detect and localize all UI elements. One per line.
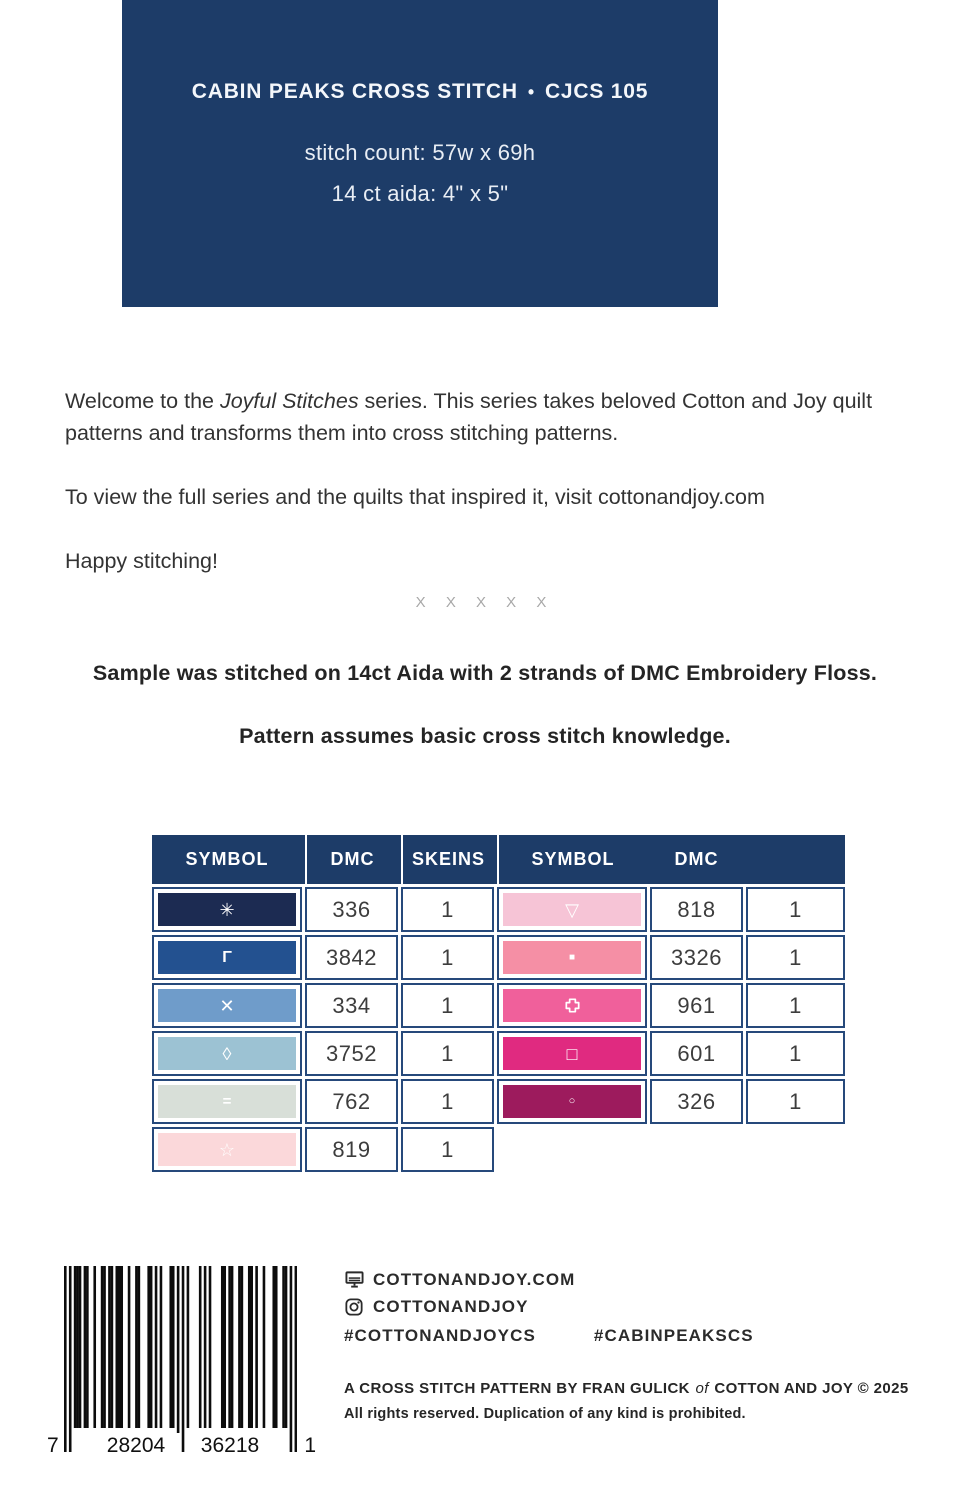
stitch-symbol: ■	[568, 951, 576, 963]
fabric-size: 14 ct aida: 4" x 5"	[331, 181, 509, 206]
floss-table-body	[152, 887, 845, 1172]
color-swatch	[503, 1085, 641, 1118]
stitch-symbol: ◊	[222, 1043, 232, 1064]
symbol-swatch-cell	[152, 1127, 302, 1172]
instagram-line	[344, 1293, 754, 1320]
stitch-symbol: ○	[568, 1095, 576, 1107]
stitch-symbol: ▽	[565, 899, 579, 920]
color-swatch	[158, 1037, 296, 1070]
table-row	[152, 1031, 845, 1076]
stitch-symbol: ✕	[219, 995, 235, 1016]
hashtag-cottonandjoycs: #COTTONANDJOYCS	[344, 1325, 536, 1345]
floss-table	[152, 835, 845, 1175]
credit-post: COTTON AND JOY © 2025	[709, 1380, 909, 1397]
floss-table-header	[152, 835, 845, 884]
rights-line: All rights reserved. Duplication of any kind is prohibited.	[344, 1406, 746, 1422]
table-row	[152, 983, 845, 1028]
credit-of-italic: of	[695, 1380, 709, 1397]
skeins-cell: 1	[746, 1031, 845, 1076]
color-swatch	[158, 1085, 296, 1118]
empty-cell	[650, 1127, 743, 1172]
barcode-digit-group1: 28204	[92, 1433, 180, 1456]
dmc-cell: 818	[650, 887, 743, 932]
dmc-cell: 601	[650, 1031, 743, 1076]
skeins-cell: 1	[746, 935, 845, 980]
intro-paragraph-3: Happy stitching!	[65, 549, 218, 573]
stitch-count: stitch count: 57w x 69h	[304, 140, 536, 165]
pattern-title	[122, 0, 718, 104]
skeins-cell: 1	[401, 983, 494, 1028]
barcode-digit-right: 1	[304, 1434, 316, 1457]
intro-section	[65, 385, 913, 577]
stitch-symbol: =	[222, 1093, 232, 1110]
skeins-cell: 1	[746, 1079, 845, 1124]
table-row	[152, 1079, 845, 1124]
table-row	[152, 1127, 845, 1172]
dmc-cell: 326	[650, 1079, 743, 1124]
color-swatch	[158, 893, 296, 926]
header-symbol-left: SYMBOL	[185, 849, 269, 869]
color-swatch	[158, 941, 296, 974]
table-row	[152, 887, 845, 932]
symbol-swatch-cell	[152, 887, 302, 932]
symbol-swatch-cell	[497, 1079, 647, 1124]
pattern-name: CABIN PEAKS CROSS STITCH	[191, 80, 518, 103]
series-name-italic: Joyful Stitches	[219, 389, 359, 413]
statement-floss: Sample was stitched on 14ct Aida with 2 strands of DMC Embroidery Floss.	[92, 661, 878, 685]
credit-block	[344, 1380, 909, 1422]
barcode-digit-group2: 36218	[186, 1433, 274, 1456]
upc-barcode	[47, 1266, 316, 1457]
title-separator-dot: •	[527, 82, 535, 102]
color-swatch	[503, 989, 641, 1022]
intro-p1-post: series. This series takes beloved Cotton and Joy quilt patterns and transforms them into cross stitching patterns.	[65, 389, 873, 445]
header-dmc-left: DMC	[305, 835, 398, 884]
hashtag-cabinpeakscs: #CABINPEAKSCS	[593, 1325, 754, 1345]
symbol-swatch-cell	[497, 887, 647, 932]
dmc-cell: 3842	[305, 935, 398, 980]
header-symbol-right: SYMBOL	[497, 835, 647, 884]
xxxxx-divider: X X X X X	[415, 594, 555, 611]
plus-outline-icon	[563, 996, 582, 1015]
social-block	[344, 1266, 754, 1349]
dmc-cell: 819	[305, 1127, 398, 1172]
instagram-text: COTTONANDJOY	[373, 1296, 529, 1316]
symbol-swatch-cell	[152, 1079, 302, 1124]
header-banner	[122, 0, 718, 307]
symbol-swatch-cell	[152, 983, 302, 1028]
skeins-cell: 1	[746, 887, 845, 932]
dmc-cell: 3752	[305, 1031, 398, 1076]
stitch-symbol: ✳	[219, 899, 235, 920]
credit-pre: A CROSS STITCH PATTERN BY FRAN GULICK	[344, 1380, 695, 1397]
symbol-swatch-cell	[497, 1031, 647, 1076]
color-swatch	[158, 989, 296, 1022]
hashtags-line	[344, 1322, 754, 1349]
stitch-symbol: Γ	[222, 948, 232, 966]
intro-paragraph-1	[65, 385, 913, 449]
dmc-cell: 961	[650, 983, 743, 1028]
color-swatch	[503, 1037, 641, 1070]
dmc-cell: 334	[305, 983, 398, 1028]
skeins-cell: 1	[401, 935, 494, 980]
symbol-swatch-cell	[152, 935, 302, 980]
monitor-icon	[344, 1270, 364, 1290]
color-swatch	[503, 893, 641, 926]
barcode-digit-left: 7	[47, 1434, 59, 1457]
website-line	[344, 1266, 754, 1293]
stitch-symbol: ☆	[218, 1139, 236, 1160]
symbol-swatch-cell	[497, 935, 647, 980]
instagram-icon	[344, 1297, 364, 1317]
skeins-cell: 1	[746, 983, 845, 1028]
footer	[0, 1262, 970, 1500]
credit-line	[344, 1380, 909, 1397]
symbol-swatch-cell	[497, 983, 647, 1028]
intro-paragraph-2: To view the full series and the quilts that inspired it, visit cottonandjoy.com	[65, 485, 765, 509]
intro-p1-pre: Welcome to the	[65, 389, 220, 413]
stitch-symbol: □	[566, 1043, 578, 1064]
skeins-cell: 1	[401, 1079, 494, 1124]
color-swatch	[503, 941, 641, 974]
symbol-swatch-cell	[152, 1031, 302, 1076]
table-row	[152, 935, 845, 980]
skeins-cell: 1	[401, 1031, 494, 1076]
pattern-sku: CJCS 105	[544, 80, 649, 103]
color-swatch	[158, 1133, 296, 1166]
header-dmc-right: DMC	[674, 849, 719, 869]
skeins-cell: 1	[401, 1127, 494, 1172]
empty-cell	[497, 1127, 647, 1172]
empty-cell	[746, 1127, 845, 1172]
skeins-cell: 1	[401, 887, 494, 932]
dmc-cell: 3326	[650, 935, 743, 980]
header-skeins-right-empty	[746, 835, 845, 884]
dmc-cell: 336	[305, 887, 398, 932]
header-skeins-left: SKEINS	[401, 835, 494, 884]
dmc-cell: 762	[305, 1079, 398, 1124]
barcode-bars	[64, 1266, 297, 1452]
website-text: COTTONANDJOY.COM	[373, 1269, 576, 1289]
statement-knowledge: Pattern assumes basic cross stitch knowledge.	[239, 724, 731, 748]
